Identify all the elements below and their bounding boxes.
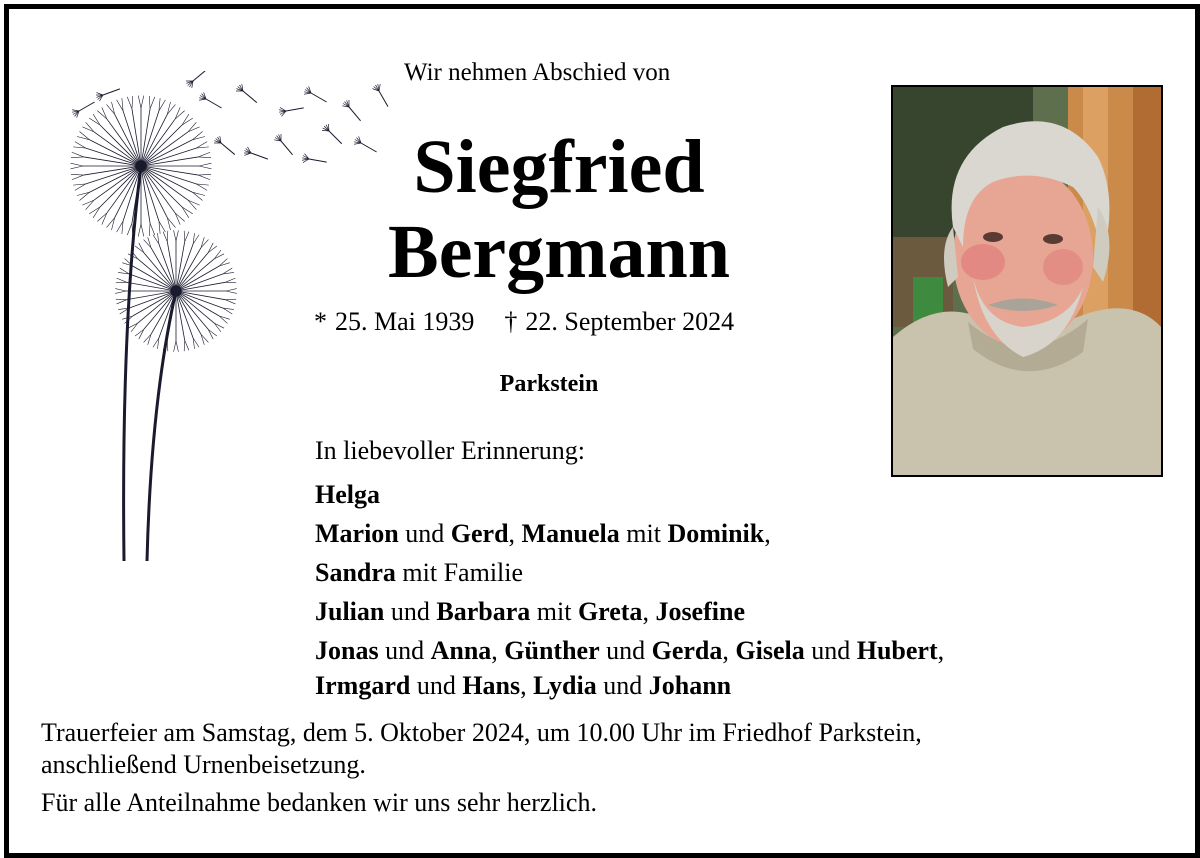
family-name: Lydia [533,671,597,700]
family-name: Greta [577,597,643,626]
family-name: Gerda [651,636,723,665]
birth-symbol: * [314,307,327,336]
family-name: Günther [504,636,600,665]
family-name: Barbara [436,597,531,626]
death-date: 22. September 2024 [525,307,735,336]
life-dates [314,307,734,337]
family-line [315,631,944,670]
family-connector: mit [619,519,668,548]
funeral-info [41,717,922,819]
family-name: Gisela [735,636,805,665]
family-list [315,475,944,701]
family-name: Dominik [667,519,765,548]
family-connector: , [722,636,736,665]
family-connector: , [508,519,522,548]
family-name: Irmgard [315,671,411,700]
birth-date: 25. Mai 1939 [335,307,475,336]
family-connector: und [596,671,649,700]
family-connector: und [599,636,652,665]
family-connector: und [384,597,437,626]
family-connector: , [764,519,771,548]
family-connector: , [520,671,534,700]
family-line [315,592,944,631]
family-name: Gerd [450,519,509,548]
family-line [315,553,944,592]
family-name: Hans [462,671,521,700]
family-name: Julian [315,597,385,626]
family-name: Josefine [655,597,745,626]
family-connector: und [378,636,431,665]
family-connector: mit Familie [395,558,524,587]
family-name: Sandra [315,558,396,587]
family-name: Hubert [856,636,938,665]
family-name: Jonas [315,636,379,665]
intro-text: Wir nehmen Abschied von [404,59,671,86]
family-connector: und [410,671,463,700]
deceased-last-name: Bergmann [388,210,730,294]
family-line [315,475,944,514]
family-name: Johann [648,671,732,700]
family-connector: und [398,519,451,548]
deceased-first-name: Siegfried [413,125,705,209]
family-connector: , [491,636,505,665]
family-line [315,670,944,701]
family-connector: und [804,636,857,665]
family-connector: , [937,636,945,665]
family-name: Manuela [521,519,620,548]
portrait-image [893,87,1161,475]
obituary-card [4,4,1200,858]
place: Parkstein [499,371,599,397]
family-connector: , [642,597,656,626]
portrait-photo [891,85,1163,477]
family-line [315,514,944,553]
funeral-line-2: anschließend Urnenbeisetzung. [41,750,366,779]
memory-intro: In liebevoller Erinnerung: [315,436,586,465]
family-name: Marion [315,519,399,548]
family-connector: mit [530,597,578,626]
family-name: Anna [430,636,492,665]
death-symbol: † [504,307,518,336]
thanks-text: Für alle Anteilnahme bedanken wir uns sehr herzlich. [41,788,597,817]
family-name: Helga [315,480,380,509]
funeral-line-1: Trauerfeier am Samstag, dem 5. Oktober 2024, um 10.00 Uhr im Friedhof Parkstein, [41,718,922,747]
